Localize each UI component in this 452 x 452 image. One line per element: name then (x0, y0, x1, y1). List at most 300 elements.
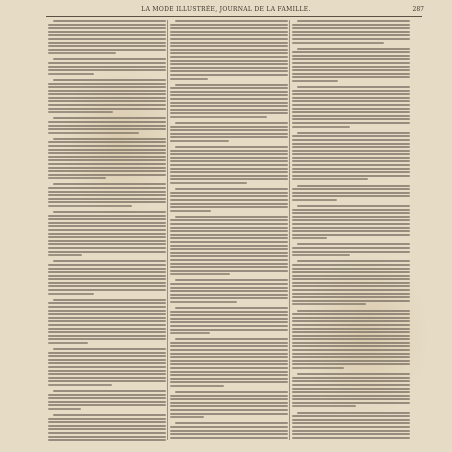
text-line (170, 31, 288, 33)
text-line (297, 132, 410, 134)
text-line (53, 299, 166, 301)
text-line (292, 426, 410, 428)
text-line (292, 100, 410, 102)
text-line (292, 338, 410, 340)
text-line (48, 159, 166, 161)
text-line (292, 293, 410, 295)
text-line (48, 380, 166, 382)
text-line (48, 73, 94, 75)
text-line (48, 306, 166, 308)
text-line (170, 98, 288, 100)
text-line (292, 377, 410, 379)
text-line (48, 421, 166, 423)
text-line (292, 175, 410, 177)
text-line (48, 132, 139, 134)
text-line (48, 247, 166, 249)
text-line (170, 195, 288, 197)
text-line (170, 342, 288, 344)
text-line (170, 437, 288, 439)
text-line (170, 294, 288, 296)
text-line (170, 252, 288, 254)
text-line (48, 170, 166, 172)
text-line (292, 296, 410, 298)
text-line (170, 210, 211, 212)
text-line (292, 237, 327, 239)
text-line (292, 195, 410, 197)
text-line (292, 331, 410, 333)
text-line (170, 105, 288, 107)
text-line (48, 49, 166, 51)
text-line (292, 178, 368, 180)
text-line (48, 52, 116, 54)
text-line (170, 367, 288, 369)
text-line (48, 34, 166, 36)
text-line (170, 157, 288, 159)
text-line (53, 260, 166, 262)
text-line (48, 218, 166, 220)
text-line (170, 227, 288, 229)
text-line (170, 363, 288, 365)
text-line (292, 430, 410, 432)
text-line (292, 160, 410, 162)
text-line (292, 391, 410, 393)
text-line (48, 177, 106, 179)
text-line (48, 264, 166, 266)
text-line (175, 122, 288, 124)
text-line (48, 156, 166, 158)
text-line (292, 58, 410, 60)
text-line (170, 150, 288, 152)
text-line (292, 335, 410, 337)
text-line (170, 60, 288, 62)
text-line (170, 416, 204, 418)
text-line (175, 422, 288, 424)
text-line (292, 234, 410, 236)
text-line (170, 67, 288, 69)
text-line (170, 314, 288, 316)
text-line (170, 171, 288, 173)
text-line (292, 126, 350, 128)
text-line (48, 397, 166, 399)
text-line (292, 360, 410, 362)
text-line (297, 310, 410, 312)
text-line (292, 150, 410, 152)
text-line (292, 328, 410, 330)
text-line (48, 439, 166, 441)
text-line (48, 69, 166, 71)
text-line (170, 241, 288, 243)
text-line (292, 278, 410, 280)
text-line (175, 307, 288, 309)
text-line (170, 27, 288, 29)
text-line (170, 263, 288, 265)
text-line (292, 192, 410, 194)
text-line (170, 175, 288, 177)
text-line (48, 24, 166, 26)
text-line (292, 199, 337, 201)
text-line (292, 118, 410, 120)
text-line (292, 356, 410, 358)
text-line (53, 58, 166, 60)
text-line (53, 138, 166, 140)
running-title: LA MODE ILLUSTRÉE, JOURNAL DE LA FAMILLE. (141, 6, 311, 13)
text-line (170, 168, 288, 170)
text-line (48, 243, 166, 245)
text-line (170, 109, 288, 111)
text-line (292, 42, 384, 44)
text-line (48, 215, 166, 217)
text-line (292, 320, 410, 322)
text-line (170, 199, 288, 201)
text-line (292, 251, 410, 253)
header-rule (46, 16, 422, 17)
text-line (48, 335, 166, 337)
text-line (292, 349, 410, 351)
text-line (175, 188, 288, 190)
text-line (292, 51, 410, 53)
text-line (53, 20, 166, 22)
text-line (48, 404, 166, 406)
text-line (297, 205, 410, 207)
text-line (48, 275, 166, 277)
text-line (170, 266, 288, 268)
text-line (170, 413, 288, 415)
text-line (297, 185, 410, 187)
text-line (292, 90, 410, 92)
text-line (170, 255, 288, 257)
text-line (170, 38, 288, 40)
text-line (170, 116, 267, 118)
paragraph-gap (48, 443, 166, 445)
text-line (292, 31, 410, 33)
text-line (170, 234, 288, 236)
text-line (48, 328, 166, 330)
text-line (170, 426, 288, 428)
text-line (292, 219, 410, 221)
text-line (53, 211, 166, 213)
text-line (48, 42, 166, 44)
text-line (48, 342, 88, 344)
text-line (175, 279, 288, 281)
text-line (170, 178, 288, 180)
text-line (292, 363, 410, 365)
text-line (48, 394, 166, 396)
text-line (53, 390, 166, 392)
text-line (292, 422, 410, 424)
text-line (48, 31, 166, 33)
text-line (48, 163, 166, 165)
text-line (292, 188, 410, 190)
text-line (53, 414, 166, 416)
text-line (170, 287, 288, 289)
text-line (48, 167, 166, 169)
text-line (48, 83, 166, 85)
paragraph-gap (170, 440, 288, 443)
text-line (170, 371, 288, 373)
text-line (292, 342, 410, 344)
text-line (170, 374, 288, 376)
text-line (48, 93, 166, 95)
text-line (48, 352, 166, 354)
text-line (175, 391, 288, 393)
text-line (48, 278, 166, 280)
text-line (48, 191, 166, 193)
text-line (170, 133, 288, 135)
text-line (48, 149, 166, 151)
text-line (170, 360, 288, 362)
text-line (170, 245, 288, 247)
text-line (297, 20, 410, 22)
text-line (292, 380, 410, 382)
text-line (292, 122, 410, 124)
text-line (292, 303, 366, 305)
text-line (170, 237, 288, 239)
text-line (292, 285, 410, 287)
text-line (292, 395, 410, 397)
text-line (297, 373, 410, 375)
text-line (48, 251, 166, 253)
text-line (48, 384, 112, 386)
text-line (170, 385, 224, 387)
text-line (170, 219, 288, 221)
page-number: 287 (412, 6, 424, 13)
column-divider (289, 20, 290, 440)
text-line (292, 168, 410, 170)
text-line (292, 62, 410, 64)
text-line (48, 174, 166, 176)
text-line (48, 370, 166, 372)
text-line (48, 187, 166, 189)
text-line (170, 321, 288, 323)
text-line (48, 108, 166, 110)
text-line (292, 76, 410, 78)
text-line (48, 317, 166, 319)
text-line (292, 433, 410, 435)
text-line (48, 145, 166, 147)
text-line (292, 230, 410, 232)
text-line (48, 436, 166, 438)
text-line (175, 338, 288, 340)
text-line (170, 297, 288, 299)
text-line (170, 34, 288, 36)
text-line (48, 310, 166, 312)
text-line (297, 86, 410, 88)
text-line (170, 42, 288, 44)
text-line (170, 318, 288, 320)
text-line (48, 236, 166, 238)
text-line (170, 206, 288, 208)
text-line (170, 248, 288, 250)
text-line (292, 223, 410, 225)
text-line (292, 108, 410, 110)
text-line (170, 345, 288, 347)
text-column-3 (292, 20, 410, 445)
text-line (170, 259, 288, 261)
text-line (48, 125, 166, 127)
text-line (170, 182, 247, 184)
text-line (292, 93, 410, 95)
text-line (292, 398, 410, 400)
text-line (292, 135, 410, 137)
text-line (48, 432, 166, 434)
text-line (292, 419, 410, 421)
text-line (170, 63, 288, 65)
text-line (170, 112, 288, 114)
text-line (292, 24, 410, 26)
text-line (292, 271, 410, 273)
text-line (48, 293, 94, 295)
text-line (170, 164, 288, 166)
text-line (48, 320, 166, 322)
text-line (292, 367, 344, 369)
text-line (292, 317, 410, 319)
text-line (170, 405, 288, 407)
text-line (292, 55, 410, 57)
text-line (170, 301, 237, 303)
text-line (53, 348, 166, 350)
text-line (292, 275, 410, 277)
text-line (170, 74, 288, 76)
text-line (170, 223, 288, 225)
text-line (170, 311, 288, 313)
text-line (48, 45, 166, 47)
text-line (292, 143, 410, 145)
text-line (48, 271, 166, 273)
text-line (170, 160, 288, 162)
text-line (170, 270, 288, 272)
text-line (292, 300, 410, 302)
text-line (175, 84, 288, 86)
text-line (170, 24, 288, 26)
text-line (48, 128, 166, 130)
text-line (48, 254, 82, 256)
text-line (48, 97, 166, 99)
text-line (175, 20, 288, 22)
text-line (48, 38, 166, 40)
text-line (170, 192, 288, 194)
text-line (292, 268, 410, 270)
text-line (292, 104, 410, 106)
text-line (292, 34, 410, 36)
text-line (292, 66, 410, 68)
text-line (48, 408, 81, 410)
text-line (292, 227, 410, 229)
text-line (170, 356, 288, 358)
text-line (292, 212, 410, 214)
text-line (53, 79, 166, 81)
text-line (292, 27, 410, 29)
text-line (292, 80, 338, 82)
text-line (292, 153, 410, 155)
text-line (292, 313, 410, 315)
text-line (48, 205, 132, 207)
text-line (292, 115, 410, 117)
text-line (170, 273, 230, 275)
text-line (48, 425, 166, 427)
text-line (292, 247, 410, 249)
text-line (292, 209, 410, 211)
text-line (48, 285, 166, 287)
text-line (292, 139, 410, 141)
text-line (48, 401, 166, 403)
text-line (292, 157, 410, 159)
text-line (48, 233, 166, 235)
text-line (170, 56, 288, 58)
text-line (292, 38, 410, 40)
text-line (170, 283, 288, 285)
text-line (170, 91, 288, 93)
text-line (48, 62, 166, 64)
paragraph-gap (292, 440, 410, 443)
text-line (170, 332, 210, 334)
text-line (292, 289, 410, 291)
text-line (292, 164, 410, 166)
text-line (170, 45, 288, 47)
text-line (292, 73, 410, 75)
text-line (48, 324, 166, 326)
text-line (170, 325, 288, 327)
text-line (48, 222, 166, 224)
text-line (170, 52, 288, 54)
text-line (48, 313, 166, 315)
text-line (48, 362, 166, 364)
text-line (292, 111, 410, 113)
text-line (48, 104, 166, 106)
text-line (175, 146, 288, 148)
text-line (170, 329, 288, 331)
text-line (170, 153, 288, 155)
text-line (292, 216, 410, 218)
text-line (48, 27, 166, 29)
text-line (170, 349, 288, 351)
text-line (170, 430, 288, 432)
text-line (292, 146, 410, 148)
text-line (48, 355, 166, 357)
text-line (292, 405, 356, 407)
text-line (297, 243, 410, 245)
text-line (48, 289, 166, 291)
text-line (170, 203, 288, 205)
text-line (48, 373, 166, 375)
text-line (48, 302, 166, 304)
text-line (53, 183, 166, 185)
text-line (48, 268, 166, 270)
text-line (292, 437, 410, 439)
text-column-1 (48, 20, 166, 445)
text-line (292, 264, 410, 266)
text-line (48, 86, 166, 88)
text-line (170, 102, 288, 104)
text-line (48, 90, 166, 92)
text-line (48, 141, 166, 143)
text-line (170, 230, 288, 232)
text-line (292, 254, 350, 256)
text-line (48, 225, 166, 227)
text-line (297, 260, 410, 262)
text-line (48, 418, 166, 420)
text-line (48, 359, 166, 361)
text-line (292, 402, 410, 404)
text-line (170, 78, 208, 80)
text-line (48, 282, 166, 284)
text-line (292, 384, 410, 386)
text-line (48, 240, 166, 242)
text-line (48, 377, 166, 379)
text-line (48, 121, 166, 123)
column-divider (167, 20, 168, 440)
text-line (170, 49, 288, 51)
text-line (170, 398, 288, 400)
